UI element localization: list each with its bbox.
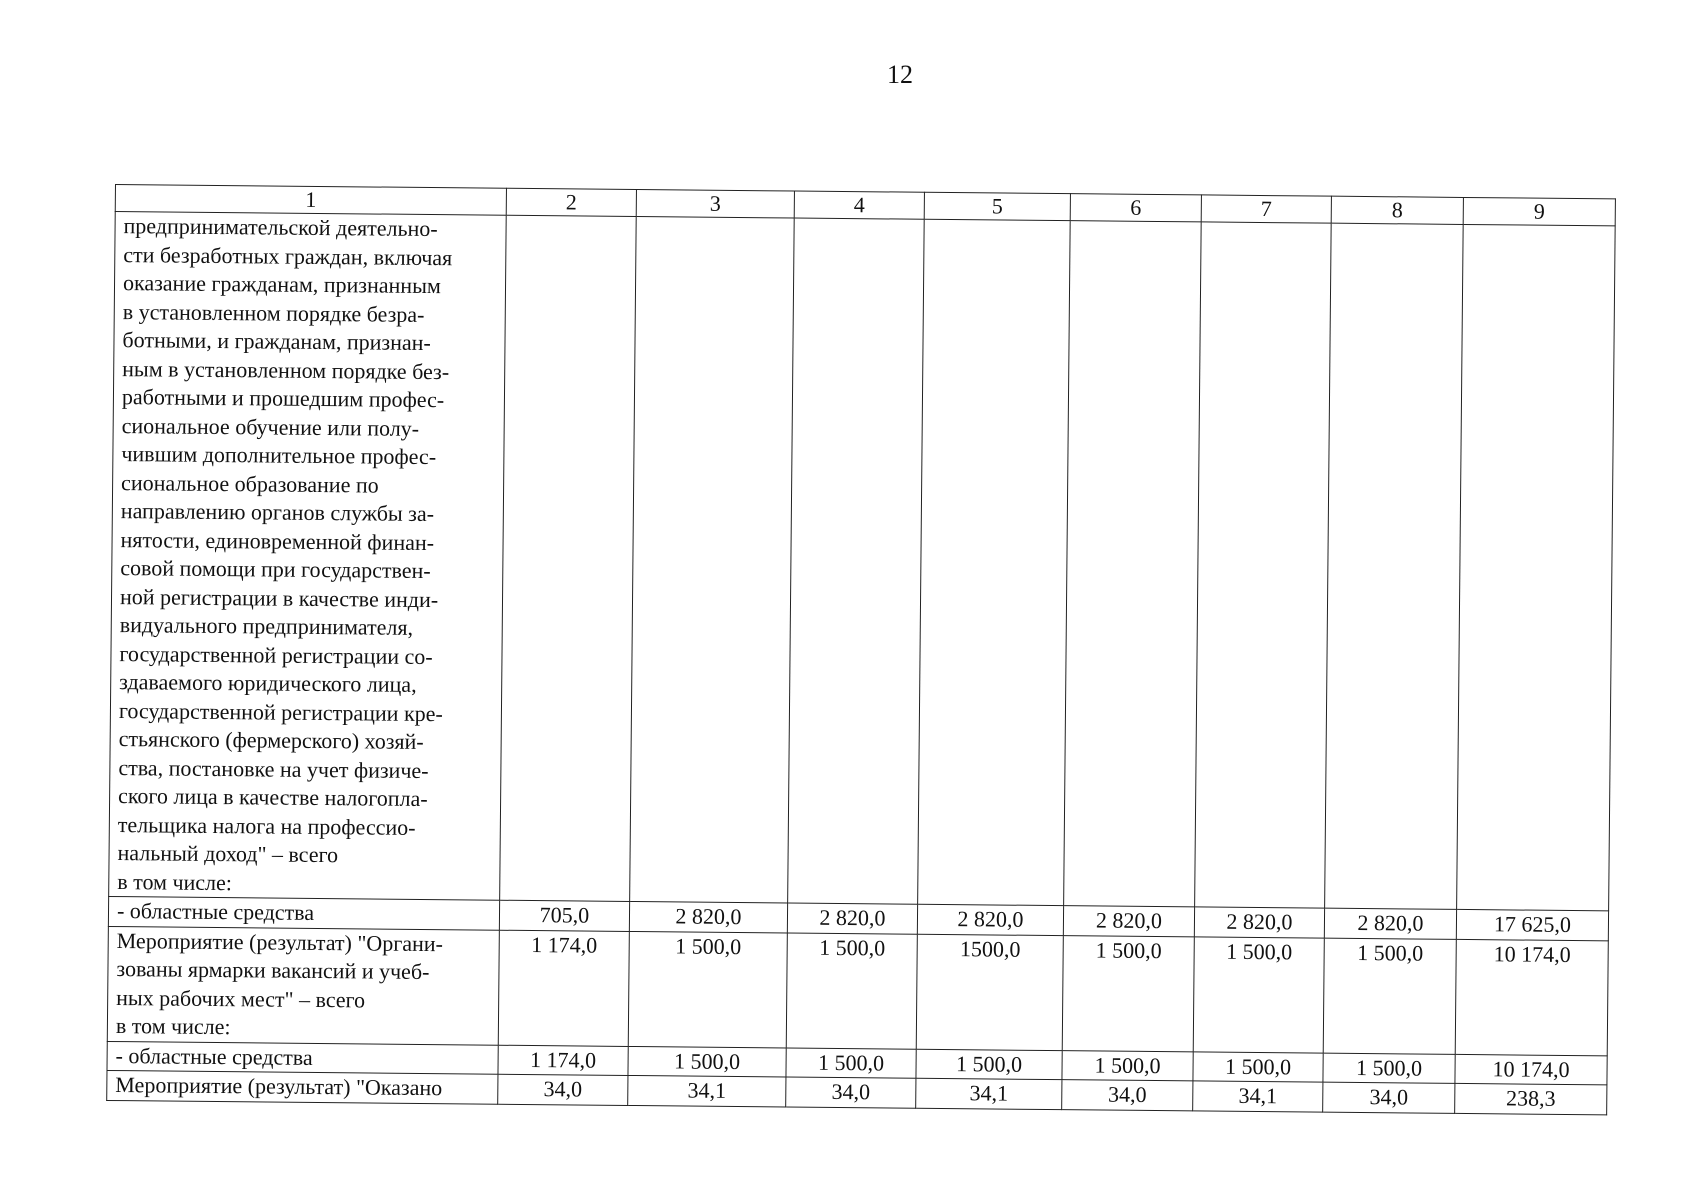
value-cell: 34,1 (916, 1078, 1062, 1109)
value-cell: 1 174,0 (498, 1045, 628, 1076)
value-cell (788, 218, 925, 904)
value-cell: 1 500,0 (628, 1046, 786, 1077)
value-cell: 2 820,0 (629, 901, 787, 932)
value-cell: 10 174,0 (1455, 1054, 1607, 1085)
header-cell: 6 (1070, 194, 1201, 222)
description-line: ных рабочих мест" – всего (116, 984, 366, 1012)
row-description (109, 212, 507, 901)
header-cell: 1 (115, 185, 506, 216)
value-cell: 2 820,0 (917, 904, 1063, 935)
header-cell: 7 (1201, 195, 1331, 223)
value-cell (500, 215, 637, 901)
value-cell: 1 500,0 (1062, 935, 1194, 1051)
header-cell: 5 (924, 192, 1070, 220)
description-line: ной регистрации в качестве инди- (119, 583, 439, 612)
value-cell: 17 625,0 (1456, 909, 1608, 940)
description-line: работными и прошедшим профес- (121, 384, 445, 413)
value-cell: 34,1 (1193, 1081, 1323, 1112)
description-line: направлению органов службы за- (120, 498, 435, 527)
value-cell: 1 500,0 (628, 931, 787, 1048)
page-number: 12 (887, 60, 913, 89)
description-line: в том числе: (117, 868, 233, 895)
value-cell (1064, 221, 1202, 907)
value-cell (918, 219, 1071, 905)
description-line: чившим дополнительное профес- (121, 441, 437, 470)
description-line: Мероприятие (результат) "Оказано (115, 1072, 443, 1101)
description-line: тельщика налога на профессио- (117, 811, 416, 840)
description-line: сиональное обучение или полу- (121, 412, 420, 441)
table-row (109, 212, 1616, 911)
value-cell: 2 820,0 (787, 903, 917, 934)
value-cell: 34,0 (1323, 1082, 1455, 1113)
description-line: совой помощи при государствен- (120, 555, 431, 584)
value-cell: 1 500,0 (1323, 1053, 1455, 1084)
value-cell: 2 820,0 (1324, 908, 1456, 939)
value-cell: 1 500,0 (1323, 938, 1456, 1054)
value-cell: 238,3 (1455, 1083, 1607, 1114)
value-cell: 1 174,0 (498, 930, 629, 1046)
description-line: здаваемого юридического лица, (119, 669, 417, 697)
description-line: - областные средства (115, 1042, 313, 1070)
description-line: Мероприятие (результат) "Органи- (116, 927, 444, 956)
header-cell: 3 (636, 190, 794, 219)
value-cell: 705,0 (499, 900, 629, 931)
description-line: сти безработных граждан, включая (123, 241, 453, 270)
description-line: в том числе: (115, 1013, 231, 1040)
budget-table (106, 184, 1616, 1115)
value-cell: 1 500,0 (916, 1049, 1062, 1080)
value-cell: 1500,0 (916, 934, 1063, 1050)
value-cell (1325, 223, 1464, 909)
value-cell: 34,0 (498, 1074, 628, 1105)
description-line: государственной регистрации кре- (118, 697, 443, 726)
row-description (107, 1041, 498, 1074)
value-cell: 2 820,0 (1063, 906, 1194, 937)
header-cell: 2 (506, 188, 636, 216)
table-row (107, 926, 1608, 1055)
description-line: нятости, единовременной финан- (120, 526, 435, 555)
description-line: ботными, и гражданам, признан- (122, 327, 431, 356)
description-line: государственной регистрации со- (119, 640, 433, 669)
description-line: зованы ярмарки вакансий и учеб- (116, 956, 430, 985)
row-description (107, 1070, 498, 1103)
value-cell: 1 500,0 (1193, 1051, 1323, 1082)
description-line: - областные средства (116, 898, 315, 925)
value-cell: 2 820,0 (1194, 907, 1324, 938)
value-cell: 1 500,0 (1062, 1050, 1193, 1081)
value-cell: 1 500,0 (1193, 936, 1324, 1052)
description-line: сиональное образование по (121, 469, 379, 498)
value-cell: 1 500,0 (786, 1047, 916, 1078)
description-line: ным в установленном порядке без- (122, 355, 450, 384)
value-cell: 34,0 (786, 1077, 916, 1108)
description-line: в установленном порядке безра- (122, 298, 425, 327)
value-cell: 10 174,0 (1455, 939, 1608, 1055)
description-line: стьянского (фермерского) хозяй- (118, 726, 424, 754)
description-line: ства, постановке на учет физиче- (118, 754, 429, 783)
description-line: оказание гражданам, признанным (122, 270, 441, 299)
row-description (108, 896, 499, 929)
description-line: видуального предпринимателя, (119, 612, 414, 640)
value-cell (1457, 224, 1616, 910)
value-cell: 34,0 (1062, 1080, 1193, 1111)
header-cell: 4 (794, 191, 924, 219)
value-cell (630, 217, 795, 903)
description-line: предпринимательской деятельно- (123, 213, 438, 242)
value-cell (1195, 222, 1332, 908)
value-cell: 1 500,0 (786, 932, 917, 1048)
description-line: ского лица в качестве налогопла- (118, 783, 428, 812)
value-cell: 34,1 (628, 1075, 786, 1106)
table-container (106, 184, 1615, 1115)
header-cell: 9 (1463, 197, 1615, 225)
header-cell: 8 (1331, 196, 1463, 224)
row-description (107, 926, 499, 1045)
description-line: нальный доход" – всего (117, 840, 339, 868)
